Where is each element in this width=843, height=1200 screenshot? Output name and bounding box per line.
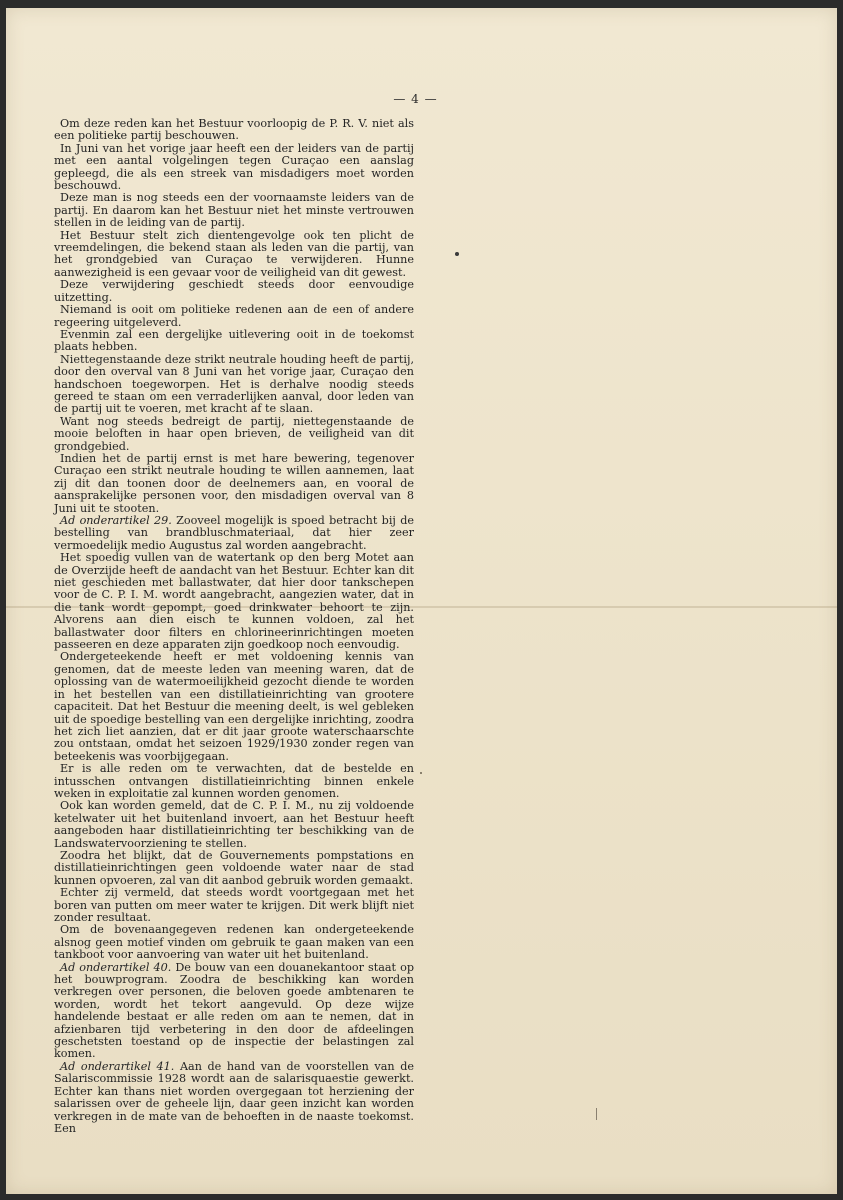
paragraph: Indien het de partij ernst is met hare bewering, tegenover Curaçao een strikt neutrale houding te willen aannemen, laat zij dit dan toonen door de deelnemers aan, en vooral de aansprakelijke personen voor, den misdadigen overval van 8 Juni uit te stooten.: [54, 451, 414, 515]
paragraph: Echter zij vermeld, dat steeds wordt voortgegaan met het boren van putten om meer water te krijgen. Dit werk blijft niet zonder resultaat.: [54, 886, 414, 924]
paper-mark: [596, 1108, 597, 1120]
paragraph: Niemand is ooit om politieke redenen aan de een of andere regeering uitgeleverd.: [54, 303, 414, 329]
paragraph: Het spoedig vullen van de watertank op den berg Motet aan de Overzijde heeft de aandacht van het Bestuur. Echter kan dit niet geschieden met ballastwater, dat hier door tankschepen voor de C. P. I. M. wordt aangebracht, aangezien water, dat in die tank wordt gepompt, goed drinkwater behoort te zijn. Alvorens aan dien eisch te kunnen voldoen, zal het ballastwater door filters en chlorineerinrichtingen moeten passeeren en deze apparaten zijn goedkoop noch eenvoudig.: [54, 551, 414, 652]
paragraph-ad-onderartikel-41: Ad onderartikel 41. Aan de hand van de voorstellen van de Salariscommissie 1928 wordt aan de salarisquaestie gewerkt. Echter kan thans niet worden overgegaan tot herziening der salarissen over de geheele lijn, daar geen inzicht kan worden verkregen in de mate van de behoeften in de naaste toekomst. Een: [54, 1059, 414, 1135]
ink-speck: [420, 772, 422, 774]
page-number: — 4 —: [393, 92, 438, 106]
body-text: [54, 118, 414, 1135]
paragraph: Om de bovenaangegeven redenen kan ondergeteekende alsnog geen motief vinden om gebruik te gaan maken van een tankboot voor aanvoering van water uit het buitenland.: [54, 923, 414, 962]
paragraph: Niettegenstaande deze strikt neutrale houding heeft de partij, door den overval van 8 Juni van het vorige jaar, Curaçao den handschoen toegeworpen. Het is derhalve noodig steeds gereed te staan om een verraderlijken aanval, door leden van de partij uit te voeren, met kracht af te slaan.: [54, 352, 414, 416]
paragraph-ad-onderartikel-40: Ad onderartikel 40. De bouw van een douanekantoor staat op het bouwprogram. Zoodra de beschikking kan worden verkregen over personen, die beloven goede ambtenaren te worden, wordt het tekort aangevuld. Op deze wijze handelende bestaat er alle reden om aan te nemen, dat in afzienbaren tijd verbetering in den door de afdeelingen geschetsten toestand op de inspectie der belastingen zal komen.: [54, 960, 414, 1061]
paragraph: Deze man is nog steeds een der voornaamste leiders van de partij. En daarom kan het Bestuur niet het minste vertrouwen stellen in de leiding van de partij.: [54, 191, 414, 230]
paragraph: Ook kan worden gemeld, dat de C. P. I. M., nu zij voldoende ketelwater uit het buitenland invoert, aan het Bestuur heeft aangeboden haar distillatieinrichting ter beschikking van de Landswatervoorziening te stellen.: [54, 799, 414, 850]
paragraph: Om deze reden kan het Bestuur voorloopig de P. R. V. niet als een politieke partij beschouwen.: [54, 117, 414, 143]
paragraph: Want nog steeds bedreigt de partij, niettegenstaande de mooie beloften in haar open brieven, de veiligheid van dit grondgebied.: [54, 414, 414, 453]
paragraph-ad-onderartikel-29: Ad onderartikel 29. Zooveel mogelijk is spoed betracht bij de bestelling van brandbluschmateriaal, dat hier zeer vermoedelijk medio Augustus zal worden aangebracht.: [54, 514, 414, 552]
ink-spot: [455, 252, 459, 256]
paragraph: Ondergeteekende heeft er met voldoening kennis van genomen, dat de meeste leden van meening waren, dat de oplossing van de watermoeilijkheid gezocht diende te worden in het bestellen van een distillatieinrichting van grootere capaciteit. Dat het Bestuur die meening deelt, is wel gebleken uit de spoedige bestelling van een dergelijke inrichting, zoodra het zich liet aanzien, dat er dit jaar groote waterschaarschte zou ontstaan, omdat het seizoen 1929/1930 zonder regen van beteekenis was voorbijgegaan.: [54, 650, 414, 763]
paragraph: Evenmin zal een dergelijke uitlevering ooit in de toekomst plaats hebben.: [54, 327, 414, 354]
paragraph: Het Bestuur stelt zich dientengevolge ook ten plicht de vreemdelingen, die bekend staan als leden van die partij, van het grondgebied van Curaçao te verwijderen. Hunne aanwezigheid is een gevaar voor de veiligheid van dit gewest.: [54, 228, 414, 279]
paragraph: Er is alle reden om te verwachten, dat de bestelde en intusschen ontvangen distillatieinrichting binnen enkele weken in exploitatie zal kunnen worden genomen.: [54, 762, 414, 800]
paragraph: Deze verwijdering geschiedt steeds door eenvoudige uitzetting.: [54, 278, 414, 304]
paragraph: In Juni van het vorige jaar heeft een der leiders van de partij met een aantal volgelingen tegen Curaçao een aanslag gepleegd, die als een streek van misdadigers moet worden beschouwd.: [54, 141, 414, 193]
paragraph: Zoodra het blijkt, dat de Gouvernements pompstations en distillatieinrichtingen geen voldoende water naar de stad kunnen opvoeren, zal van dit aanbod gebruik worden gemaakt.: [54, 848, 414, 887]
